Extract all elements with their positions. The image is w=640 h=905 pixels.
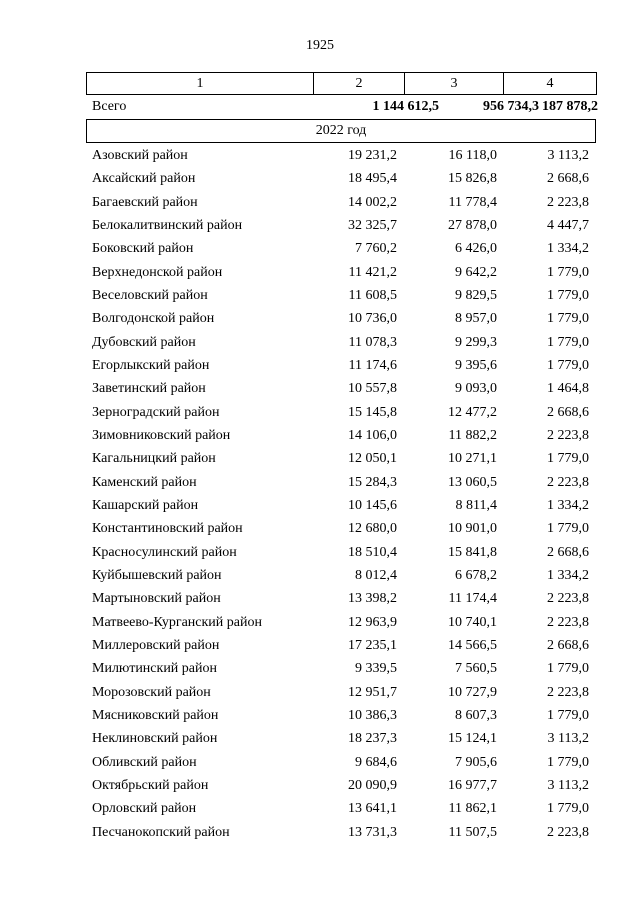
value-col-4: 1 334,2 xyxy=(547,241,589,257)
value-col-4: 2 668,6 xyxy=(547,404,589,420)
table-row xyxy=(0,706,640,729)
value-col-3: 16 118,0 xyxy=(448,148,497,163)
value-col-2: 12 050,1 xyxy=(348,451,397,467)
district-name: Октябрьский район xyxy=(92,777,209,793)
total-row xyxy=(86,97,596,117)
value-col-2: 14 002,2 xyxy=(348,194,397,210)
value-col-4: 1 464,8 xyxy=(547,381,589,397)
value-col-4: 2 223,8 xyxy=(547,591,589,607)
value-col-2: 11 608,5 xyxy=(348,287,397,303)
total-value-3: 187 878,2 xyxy=(542,99,598,114)
value-col-3: 9 299,3 xyxy=(455,334,497,350)
district-name: Милютинский район xyxy=(92,661,218,677)
district-name: Кагальницкий район xyxy=(92,451,216,467)
value-col-2: 12 951,7 xyxy=(348,684,397,700)
value-col-3: 15 826,8 xyxy=(448,171,497,187)
value-col-3: 11 174,4 xyxy=(448,591,497,607)
district-name: Зимовниковский район xyxy=(92,427,231,443)
value-col-3: 14 566,5 xyxy=(448,637,497,653)
value-col-2: 10 145,6 xyxy=(348,497,397,513)
value-col-3: 6 426,0 xyxy=(455,241,497,257)
value-col-4: 1 779,0 xyxy=(547,754,589,770)
district-name: Дубовский район xyxy=(92,334,196,350)
district-name: Аксайский район xyxy=(92,171,196,187)
table-row xyxy=(0,659,640,682)
district-name: Егорлыкский район xyxy=(92,357,210,373)
value-col-4: 2 223,8 xyxy=(547,614,589,630)
value-col-3: 10 740,1 xyxy=(448,614,497,630)
district-name: Веселовский район xyxy=(92,287,208,303)
table-row xyxy=(0,286,640,309)
value-col-4: 1 779,0 xyxy=(547,801,589,817)
value-col-2: 8 012,4 xyxy=(355,567,397,583)
district-name: Азовский район xyxy=(92,148,188,163)
value-col-3: 10 727,9 xyxy=(448,684,497,700)
value-col-4: 2 223,8 xyxy=(547,427,589,443)
table-row xyxy=(0,426,640,449)
table-row xyxy=(0,216,640,239)
table-row xyxy=(0,379,640,402)
value-col-4: 2 223,8 xyxy=(547,684,589,700)
table-row xyxy=(0,589,640,612)
district-name: Мартыновский район xyxy=(92,591,221,607)
table-row xyxy=(0,566,640,589)
value-col-3: 11 882,2 xyxy=(448,427,497,443)
district-name: Песчанокопский район xyxy=(92,824,230,840)
value-col-4: 4 447,7 xyxy=(547,217,589,233)
value-col-2: 9 339,5 xyxy=(355,661,397,677)
value-col-4: 1 779,0 xyxy=(547,287,589,303)
value-col-3: 7 905,6 xyxy=(455,754,497,770)
value-col-3: 9 642,2 xyxy=(455,264,497,280)
value-col-2: 18 495,4 xyxy=(348,171,397,187)
table-row xyxy=(0,823,640,846)
table-row xyxy=(0,449,640,472)
column-number-3: 3 xyxy=(405,73,504,95)
table-row xyxy=(0,613,640,636)
value-col-4: 1 779,0 xyxy=(547,264,589,280)
table-row xyxy=(0,356,640,379)
value-col-3: 7 560,5 xyxy=(455,661,497,677)
value-col-4: 2 668,6 xyxy=(547,171,589,187)
value-col-3: 11 862,1 xyxy=(448,801,497,817)
value-col-3: 8 811,4 xyxy=(455,497,497,513)
value-col-4: 1 779,0 xyxy=(547,661,589,677)
value-col-2: 18 510,4 xyxy=(348,544,397,560)
table-row xyxy=(0,473,640,496)
value-col-3: 10 901,0 xyxy=(448,521,497,537)
district-name: Орловский район xyxy=(92,801,197,817)
value-col-4: 1 779,0 xyxy=(547,357,589,373)
page-number: 1925 xyxy=(306,38,334,53)
value-col-4: 3 113,2 xyxy=(547,148,589,163)
value-col-2: 20 090,9 xyxy=(348,777,397,793)
value-col-3: 6 678,2 xyxy=(455,567,497,583)
district-name: Куйбышевский район xyxy=(92,567,222,583)
value-col-3: 8 607,3 xyxy=(455,707,497,723)
value-col-2: 32 325,7 xyxy=(348,217,397,233)
district-name: Зерноградский район xyxy=(92,404,220,420)
district-name: Боковский район xyxy=(92,241,194,257)
district-table xyxy=(0,146,640,846)
table-row xyxy=(0,753,640,776)
district-name: Каменский район xyxy=(92,474,197,490)
district-name: Морозовский район xyxy=(92,684,211,700)
value-col-4: 1 334,2 xyxy=(547,497,589,513)
table-row xyxy=(0,193,640,216)
district-name: Константиновский район xyxy=(92,521,243,537)
value-col-2: 10 736,0 xyxy=(348,311,397,327)
district-name: Миллеровский район xyxy=(92,637,220,653)
value-col-3: 15 841,8 xyxy=(448,544,497,560)
value-col-4: 1 779,0 xyxy=(547,707,589,723)
table-row xyxy=(0,729,640,752)
district-name: Неклиновский район xyxy=(92,731,218,747)
value-col-2: 9 684,6 xyxy=(355,754,397,770)
value-col-3: 27 878,0 xyxy=(448,217,497,233)
value-col-3: 13 060,5 xyxy=(448,474,497,490)
value-col-4: 2 668,6 xyxy=(547,544,589,560)
table-row xyxy=(0,169,640,192)
value-col-4: 1 779,0 xyxy=(547,334,589,350)
district-name: Белокалитвинский район xyxy=(92,217,243,233)
value-col-4: 2 668,6 xyxy=(547,637,589,653)
district-name: Кашарский район xyxy=(92,497,199,513)
value-col-2: 10 557,8 xyxy=(348,381,397,397)
district-name: Заветинский район xyxy=(92,381,206,397)
value-col-3: 11 507,5 xyxy=(448,824,497,840)
column-number-header xyxy=(86,72,597,95)
value-col-2: 15 284,3 xyxy=(348,474,397,490)
table-row xyxy=(0,776,640,799)
value-col-4: 2 223,8 xyxy=(547,194,589,210)
district-name: Багаевский район xyxy=(92,194,198,210)
district-name: Волгодонской район xyxy=(92,311,215,327)
value-col-4: 1 779,0 xyxy=(547,521,589,537)
value-col-2: 13 731,3 xyxy=(348,824,397,840)
value-col-2: 7 760,2 xyxy=(355,241,397,257)
column-number-1: 1 xyxy=(87,73,314,95)
district-name: Верхнедонской район xyxy=(92,264,223,280)
value-col-4: 3 113,2 xyxy=(547,731,589,747)
value-col-4: 3 113,2 xyxy=(547,777,589,793)
value-col-2: 12 963,9 xyxy=(348,614,397,630)
value-col-2: 18 237,3 xyxy=(348,731,397,747)
value-col-3: 15 124,1 xyxy=(448,731,497,747)
value-col-3: 9 829,5 xyxy=(455,287,497,303)
total-value-2: 956 734,3 xyxy=(483,99,539,114)
value-col-2: 11 421,2 xyxy=(348,264,397,280)
value-col-4: 1 779,0 xyxy=(547,311,589,327)
table-row xyxy=(0,239,640,262)
value-col-2: 17 235,1 xyxy=(348,637,397,653)
value-col-3: 16 977,7 xyxy=(448,777,497,793)
value-col-3: 10 271,1 xyxy=(448,451,497,467)
value-col-3: 9 093,0 xyxy=(455,381,497,397)
table-row xyxy=(0,496,640,519)
table-row xyxy=(0,799,640,822)
value-col-2: 13 398,2 xyxy=(348,591,397,607)
table-row xyxy=(0,683,640,706)
column-number-2: 2 xyxy=(314,73,405,95)
column-number-4: 4 xyxy=(504,73,597,95)
value-col-2: 11 078,3 xyxy=(348,334,397,350)
value-col-3: 11 778,4 xyxy=(448,194,497,210)
value-col-4: 2 223,8 xyxy=(547,474,589,490)
table-row xyxy=(0,519,640,542)
value-col-4: 1 334,2 xyxy=(547,567,589,583)
value-col-3: 9 395,6 xyxy=(455,357,497,373)
value-col-3: 12 477,2 xyxy=(448,404,497,420)
year-heading: 2022 год xyxy=(86,119,596,143)
value-col-3: 8 957,0 xyxy=(455,311,497,327)
table-row xyxy=(0,403,640,426)
total-value-1: 1 144 612,5 xyxy=(372,99,439,114)
district-name: Матвеево-Курганский район xyxy=(92,614,262,630)
table-row xyxy=(0,309,640,332)
value-col-4: 1 779,0 xyxy=(547,451,589,467)
table-row xyxy=(0,333,640,356)
value-col-2: 14 106,0 xyxy=(348,427,397,443)
value-col-2: 19 231,2 xyxy=(348,148,397,163)
district-name: Обливский район xyxy=(92,754,197,770)
value-col-4: 2 223,8 xyxy=(547,824,589,840)
table-row xyxy=(0,146,640,169)
district-name: Красносулинский район xyxy=(92,544,237,560)
total-label: Всего xyxy=(92,99,127,114)
value-col-2: 11 174,6 xyxy=(348,357,397,373)
table-row xyxy=(0,636,640,659)
value-col-2: 13 641,1 xyxy=(348,801,397,817)
table-row xyxy=(0,263,640,286)
value-col-2: 15 145,8 xyxy=(348,404,397,420)
table-row xyxy=(0,543,640,566)
value-col-2: 12 680,0 xyxy=(348,521,397,537)
value-col-2: 10 386,3 xyxy=(348,707,397,723)
district-name: Мясниковский район xyxy=(92,707,219,723)
